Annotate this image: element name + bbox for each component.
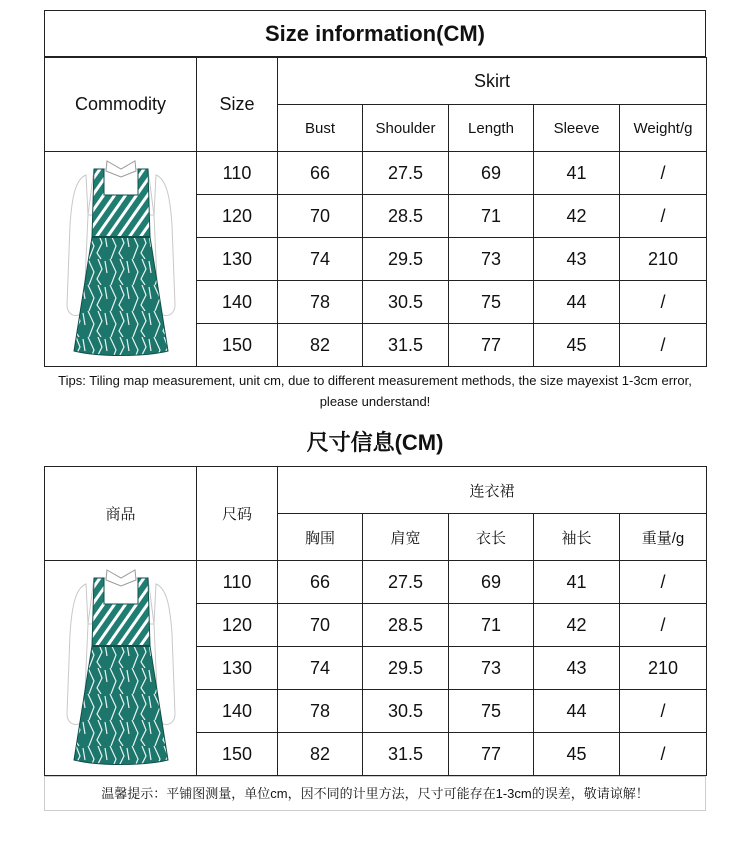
cell-bust: 66 — [278, 152, 363, 195]
cell-length: 73 — [449, 647, 534, 690]
cell-weight: / — [620, 281, 707, 324]
cell-bust: 66 — [278, 561, 363, 604]
size-table-en — [44, 57, 707, 367]
cell-sleeve: 42 — [534, 604, 620, 647]
cell-shoulder: 31.5 — [363, 324, 449, 367]
cell-length: 75 — [449, 690, 534, 733]
cell-shoulder: 30.5 — [363, 690, 449, 733]
tips-en: Tips: Tiling map measurement, unit cm, due to different measurement methods, the size mayexist 1-3cm error, please understand! — [58, 373, 692, 409]
cell-bust: 74 — [278, 647, 363, 690]
cell-length: 69 — [449, 152, 534, 195]
header-bust-cn: 胸围 — [278, 514, 363, 561]
cell-size: 130 — [197, 647, 278, 690]
cell-size: 150 — [197, 324, 278, 367]
size-chart-sheet — [44, 10, 706, 811]
cell-shoulder: 29.5 — [363, 647, 449, 690]
cell-length: 75 — [449, 281, 534, 324]
cell-weight: / — [620, 733, 707, 776]
tips-cn: 温馨提示：平铺图测量，单位cm，因不同的计里方法，尺寸可能存在1-3cm的误差，敬请谅解！ — [44, 776, 706, 811]
cell-shoulder: 30.5 — [363, 281, 449, 324]
cell-sleeve: 41 — [534, 561, 620, 604]
rows-en — [45, 152, 707, 367]
cell-size: 140 — [197, 281, 278, 324]
cell-weight: 210 — [620, 647, 707, 690]
cell-length: 77 — [449, 324, 534, 367]
cell-bust: 78 — [278, 690, 363, 733]
cell-weight: / — [620, 152, 707, 195]
dress-product-image — [64, 155, 178, 363]
header-length-cn: 衣长 — [449, 514, 534, 561]
dress-product-image — [64, 564, 178, 772]
cell-bust: 78 — [278, 281, 363, 324]
cell-size: 150 — [197, 733, 278, 776]
size-info-title-cn: 尺寸信息(CM) — [306, 429, 444, 455]
cell-weight: / — [620, 195, 707, 238]
cell-bust: 70 — [278, 604, 363, 647]
header-weight: Weight/g — [620, 105, 707, 152]
cell-sleeve: 45 — [534, 733, 620, 776]
header-sleeve-cn: 袖长 — [534, 514, 620, 561]
cell-length: 73 — [449, 238, 534, 281]
header-commodity-cn: 商品 — [45, 467, 197, 561]
cell-length: 77 — [449, 733, 534, 776]
cell-weight: / — [620, 324, 707, 367]
header-size: Size — [197, 58, 278, 152]
rows-cn — [45, 561, 707, 776]
header-group-cn: 连衣裙 — [278, 467, 707, 514]
cell-length: 71 — [449, 604, 534, 647]
header-length: Length — [449, 105, 534, 152]
cell-bust: 82 — [278, 324, 363, 367]
cell-weight: / — [620, 690, 707, 733]
header-shoulder-cn: 肩宽 — [363, 514, 449, 561]
cell-size: 110 — [197, 561, 278, 604]
header-weight-cn: 重量/g — [620, 514, 707, 561]
cell-size: 140 — [197, 690, 278, 733]
cell-size: 110 — [197, 152, 278, 195]
cell-shoulder: 27.5 — [363, 152, 449, 195]
cell-sleeve: 45 — [534, 324, 620, 367]
cell-size: 120 — [197, 604, 278, 647]
cell-sleeve: 43 — [534, 238, 620, 281]
cell-bust: 74 — [278, 238, 363, 281]
header-commodity: Commodity — [45, 58, 197, 152]
commodity-image-cell — [45, 561, 197, 776]
commodity-image-cell — [45, 152, 197, 367]
cell-sleeve: 41 — [534, 152, 620, 195]
size-info-title-en: Size information(CM) — [44, 10, 706, 57]
cell-weight: / — [620, 604, 707, 647]
header-size-cn: 尺码 — [197, 467, 278, 561]
cell-sleeve: 43 — [534, 647, 620, 690]
cell-shoulder: 27.5 — [363, 561, 449, 604]
cell-sleeve: 44 — [534, 690, 620, 733]
cell-length: 71 — [449, 195, 534, 238]
cell-shoulder: 29.5 — [363, 238, 449, 281]
cell-size: 120 — [197, 195, 278, 238]
header-shoulder: Shoulder — [363, 105, 449, 152]
table-row — [45, 152, 707, 195]
header-skirt-group: Skirt — [278, 58, 707, 105]
cell-shoulder: 28.5 — [363, 604, 449, 647]
cell-length: 69 — [449, 561, 534, 604]
cell-size: 130 — [197, 238, 278, 281]
cell-weight: 210 — [620, 238, 707, 281]
cell-sleeve: 42 — [534, 195, 620, 238]
table-row — [45, 561, 707, 604]
header-sleeve: Sleeve — [534, 105, 620, 152]
size-table-cn — [44, 466, 707, 776]
cell-bust: 70 — [278, 195, 363, 238]
cell-shoulder: 28.5 — [363, 195, 449, 238]
cell-weight: / — [620, 561, 707, 604]
cell-sleeve: 44 — [534, 281, 620, 324]
cell-shoulder: 31.5 — [363, 733, 449, 776]
header-bust: Bust — [278, 105, 363, 152]
cell-bust: 82 — [278, 733, 363, 776]
